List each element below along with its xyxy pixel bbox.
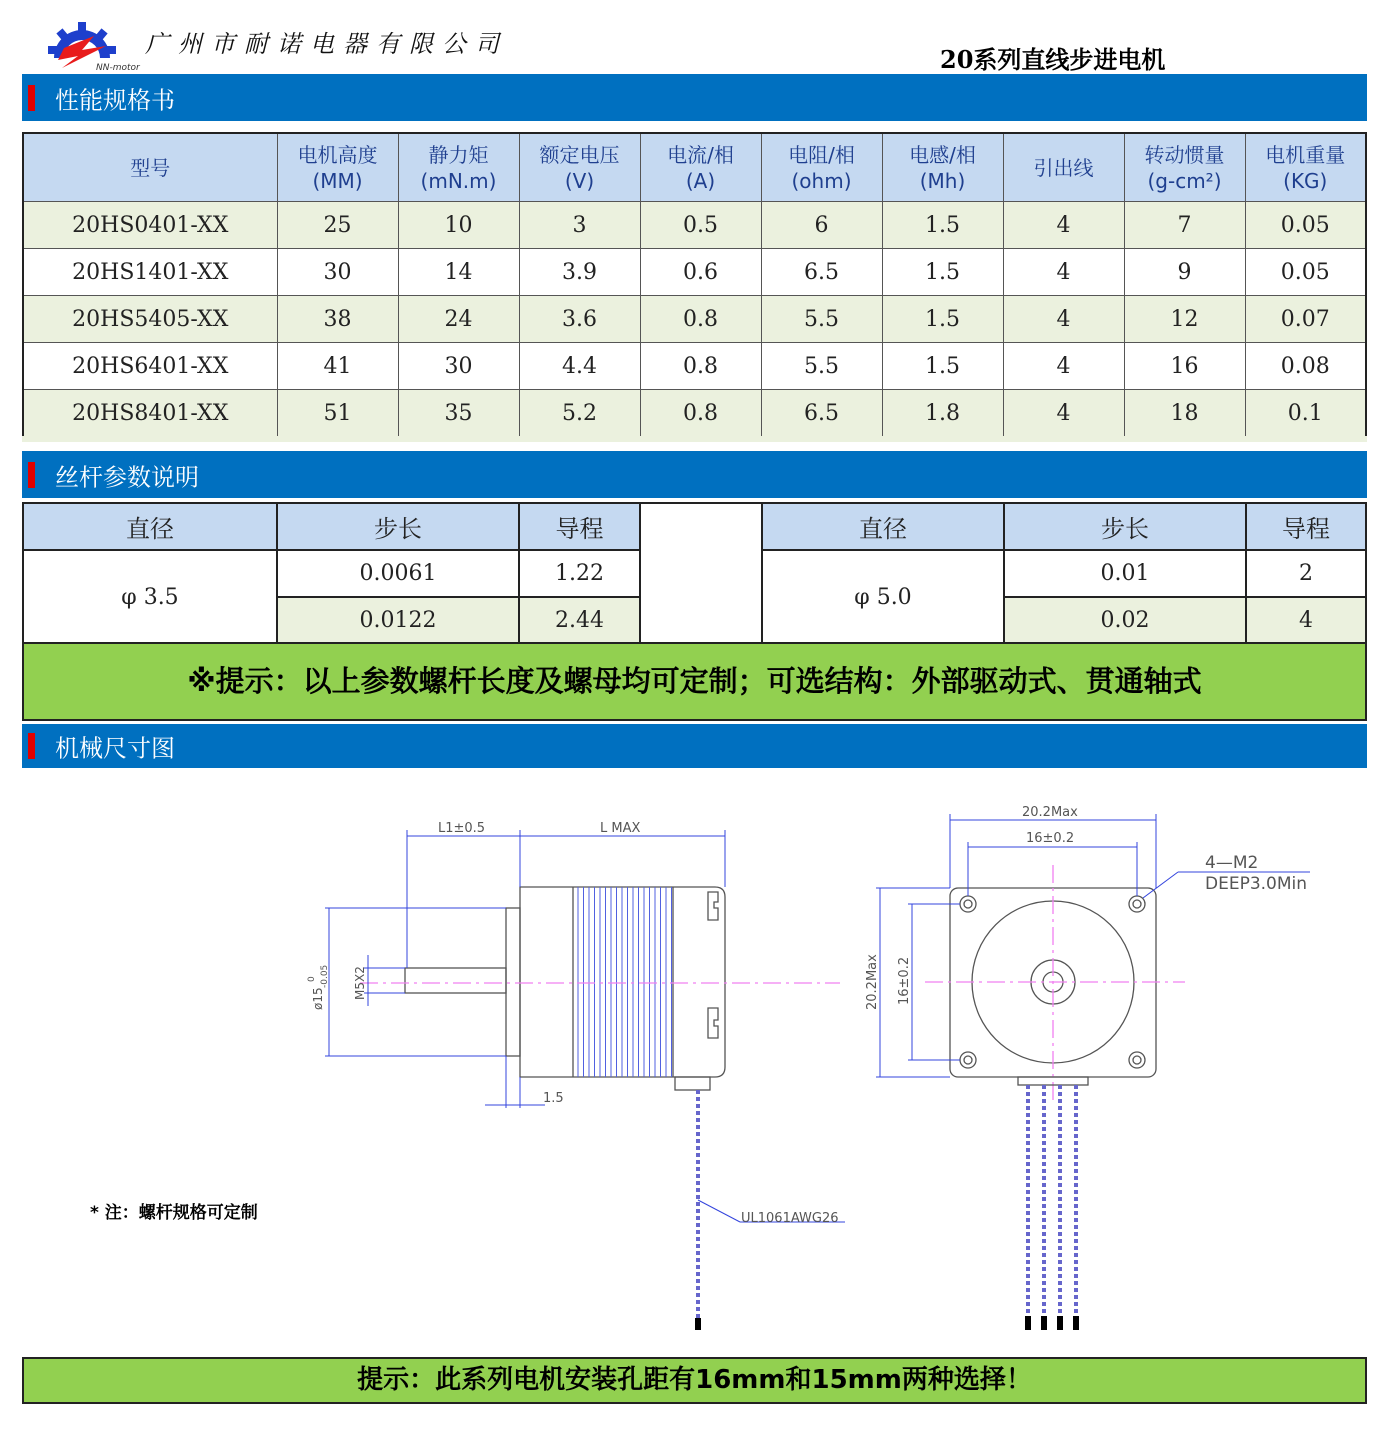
table-cell: 4 (1003, 343, 1124, 390)
table-header-row (23, 133, 1366, 202)
header-unit: (g-cm²) (1147, 168, 1222, 193)
svg-text:NN-motor: NN-motor (96, 63, 140, 73)
column-header (519, 133, 640, 202)
table-cell: 0.8 (640, 390, 761, 438)
table-cell: 0.6 (640, 249, 761, 296)
column-header (761, 133, 882, 202)
table-cell: 1.5 (882, 343, 1003, 390)
table-cell: 4 (1003, 296, 1124, 343)
dim-tol-up: 0 (307, 976, 317, 982)
table-cell: 20HS5405-XX (23, 296, 277, 343)
table-cell: 6.5 (761, 249, 882, 296)
table-cell: 38 (277, 296, 398, 343)
table-cell: 0.5 (640, 202, 761, 249)
table-cell: 20HS0401-XX (23, 202, 277, 249)
table-cell: 4 (1003, 390, 1124, 438)
section-title: 机械尺寸图 (55, 734, 175, 763)
hole-spec: 4—M2 (1205, 853, 1259, 873)
table-cell: 0.8 (640, 343, 761, 390)
mounting-banner: 提示：此系列电机安装孔距有16mm和15mm两种选择！ (22, 1357, 1367, 1404)
header-label: 型号 (130, 155, 171, 180)
table-cell: 0.8 (640, 296, 761, 343)
header-unit: (mN.m) (420, 168, 497, 193)
section-bar-spec (22, 74, 1367, 121)
diameter-cell: φ 5.0 (762, 550, 1004, 644)
header-lead: 导程 (1246, 503, 1366, 550)
table-header-row (23, 503, 1366, 550)
table-cell: 6 (761, 202, 882, 249)
company-name: 广州市耐诺电器有限公司 (145, 30, 508, 58)
table-row (23, 202, 1366, 249)
header-label: 引出线 (1033, 155, 1094, 180)
table-cell: 0.05 (1245, 202, 1366, 249)
customization-banner: ※提示：以上参数螺杆长度及螺母均可定制；可选结构：外部驱动式、贯通轴式 (22, 642, 1367, 721)
column-header (23, 133, 277, 202)
table-cell: 20HS1401-XX (23, 249, 277, 296)
table-cell: 1.5 (882, 249, 1003, 296)
table-row (23, 343, 1366, 390)
section-bar-screw (22, 451, 1367, 498)
header-label: 电阻/相 (788, 142, 855, 167)
table-cell: 30 (398, 343, 519, 390)
lead-cell: 1.22 (519, 550, 640, 597)
company-logo (44, 18, 144, 74)
table-row (23, 390, 1366, 438)
table-cell: 3.6 (519, 296, 640, 343)
header-step: 步长 (277, 503, 519, 550)
step-cell: 0.0061 (277, 550, 519, 597)
column-header (1003, 133, 1124, 202)
table-cell: 0.05 (1245, 249, 1366, 296)
dim-tol-low: -0.05 (320, 964, 330, 988)
header-unit: (KG) (1283, 168, 1328, 193)
section-marker (28, 85, 35, 111)
table-row (23, 296, 1366, 343)
table-cell: 51 (277, 390, 398, 438)
step-cell: 0.0122 (277, 597, 519, 644)
column-header (882, 133, 1003, 202)
header-diameter: 直径 (23, 503, 277, 550)
dim-lmax: L MAX (600, 821, 641, 836)
header-unit: (ohm) (791, 168, 852, 193)
hole-depth: DEEP3.0Min (1205, 874, 1308, 894)
header-label: 电感/相 (909, 142, 976, 167)
table-cell: 3.9 (519, 249, 640, 296)
connector (675, 1077, 710, 1090)
header-diameter: 直径 (762, 503, 1004, 550)
section-marker (28, 733, 35, 759)
flange (506, 908, 520, 1056)
header-label: 电机高度 (297, 142, 378, 167)
header-unit: (V) (564, 168, 595, 193)
column-header (1245, 133, 1366, 202)
header-lead: 导程 (519, 503, 640, 550)
diameter-cell: φ 3.5 (23, 550, 277, 644)
column-header (1124, 133, 1245, 202)
column-header (398, 133, 519, 202)
table-cell: 20HS6401-XX (23, 343, 277, 390)
lead-cell: 2 (1246, 550, 1366, 597)
table-cell: 5.2 (519, 390, 640, 438)
dim-flange: 1.5 (543, 1091, 564, 1106)
table-cell: 14 (398, 249, 519, 296)
table-cell: 25 (277, 202, 398, 249)
step-cell: 0.02 (1004, 597, 1246, 644)
header-unit: (A) (685, 168, 716, 193)
column-header (640, 133, 761, 202)
table-cell: 0.08 (1245, 343, 1366, 390)
dim-hole-spacing-vertical: 16±0.2 (897, 956, 912, 1005)
spec-table (22, 132, 1367, 438)
table-cell: 5.5 (761, 343, 882, 390)
table-cell: 18 (1124, 390, 1245, 438)
dim-width: 20.2Max (1022, 805, 1078, 820)
dim-height: 20.2Max (865, 954, 880, 1010)
table-cell: 3 (519, 202, 640, 249)
header-unit: (MM) (312, 168, 363, 193)
table-cell: 9 (1124, 249, 1245, 296)
header-label: 电机重量 (1265, 142, 1346, 167)
step-cell: 0.01 (1004, 550, 1246, 597)
table-cell: 0.1 (1245, 390, 1366, 438)
lead-cell: 2.44 (519, 597, 640, 644)
table-cell: 20HS8401-XX (23, 390, 277, 438)
table-cell: 30 (277, 249, 398, 296)
header-step: 步长 (1004, 503, 1246, 550)
header-label: 电流/相 (667, 142, 734, 167)
table-cell: 4.4 (519, 343, 640, 390)
table-cell: 4 (1003, 249, 1124, 296)
table-cell: 41 (277, 343, 398, 390)
table-cell: 1.5 (882, 202, 1003, 249)
header-label: 转动惯量 (1144, 142, 1225, 167)
table-cell: 1.8 (882, 390, 1003, 438)
table-cell: 35 (398, 390, 519, 438)
table-cell: 10 (398, 202, 519, 249)
lead-cell: 4 (1246, 597, 1366, 644)
table-cell: 16 (1124, 343, 1245, 390)
mechanical-drawing (0, 770, 1393, 1350)
screw-table (22, 502, 1367, 645)
wire-spec: UL1061AWG26 (741, 1211, 839, 1226)
table-cell: 4 (1003, 202, 1124, 249)
table-cell: 1.5 (882, 296, 1003, 343)
section-title: 性能规格书 (55, 86, 175, 114)
table-cell: 12 (1124, 296, 1245, 343)
dim-thread: M5X2 (353, 966, 367, 1000)
table-row (23, 249, 1366, 296)
dim-diameter: ø15 (311, 987, 325, 1010)
dim-hole-spacing: 16±0.2 (1026, 831, 1075, 846)
table-cell: 5.5 (761, 296, 882, 343)
table-gap (640, 503, 762, 644)
lead-screw (405, 968, 506, 993)
table-footer-strip (22, 436, 1367, 442)
header-label: 静力矩 (428, 142, 489, 167)
header-unit: (Mh) (919, 168, 966, 193)
table-cell: 7 (1124, 202, 1245, 249)
note: * 注：螺杆规格可定制 (90, 1203, 258, 1223)
document-title: 20系列直线步进电机 (940, 45, 1166, 74)
table-cell: 0.07 (1245, 296, 1366, 343)
dim-l1: L1±0.5 (438, 821, 486, 836)
section-marker (28, 462, 35, 488)
header-label: 额定电压 (539, 142, 620, 167)
section-bar-mech (22, 724, 1367, 768)
section-title: 丝杆参数说明 (55, 463, 199, 491)
column-header (277, 133, 398, 202)
side-view (325, 830, 845, 1330)
table-cell: 6.5 (761, 390, 882, 438)
table-cell: 24 (398, 296, 519, 343)
